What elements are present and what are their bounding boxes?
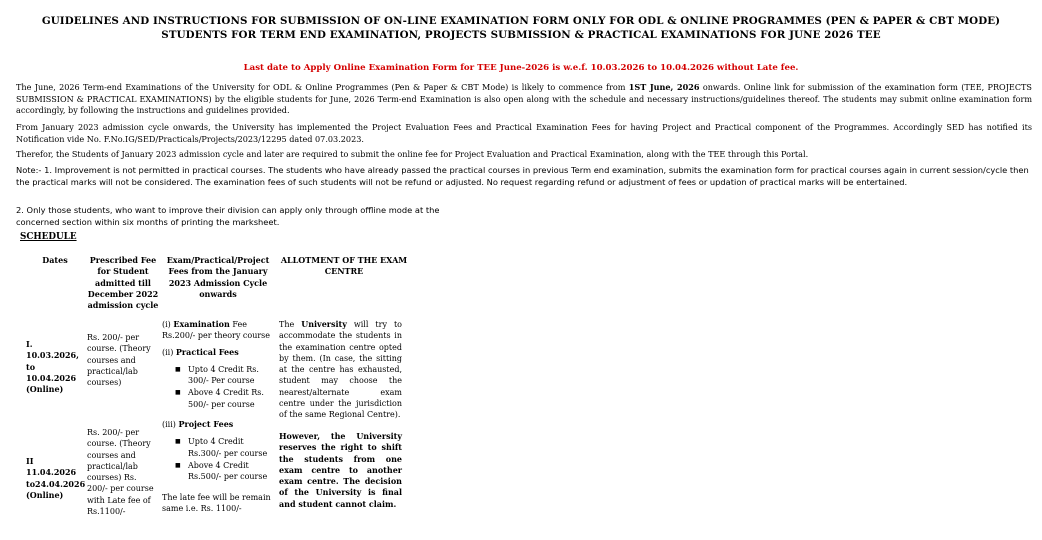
- list-item: ■ Upto 4 Credit Rs.300/- per course: [188, 436, 278, 459]
- list-item: ■ Above 4 Credit Rs. 500/- per course: [188, 387, 278, 410]
- header-allotment: ALLOTMENT OF THE EXAM CENTRE: [280, 255, 408, 277]
- list-item: ■ Above 4 Credit Rs.500/- per course: [188, 460, 278, 483]
- intro-paragraph: [16, 82, 1032, 117]
- allotment-text-2: However, the University reserves the right to shift the students from one exam centre to another exam centre. The decision of the University is final and student cannot claim.: [279, 431, 402, 509]
- header-fee-old: Prescribed Fee for Student admitted till December 2022 admission cycle: [87, 255, 159, 311]
- late-fee-note: The late fee will be remain same i.e. Rs. 1100/-: [162, 492, 271, 513]
- practical-fees-heading: (ii) Practical Fees: [162, 346, 239, 357]
- schedule-heading: SCHEDULE: [20, 232, 77, 242]
- intro-text-a: The June, 2026 Term-end Examinations of the University for ODL & Online Programmes (Pen & Paper & CBT Mode) is likely to commence from: [16, 82, 629, 92]
- note-division-improvement: 2. Only those students, who want to improve their division can apply only through offline mode at the concerned section within six months of printing the marksheet.: [16, 205, 440, 227]
- commence-date: 1ST June, 2026: [628, 82, 700, 92]
- row1-fee-old: Rs. 200/- per course. (Theory courses and practical/lab courses): [87, 333, 151, 388]
- header-fee-new: Exam/Practical/Project Fees from the January 2023 Admission Cycle onwards: [166, 255, 270, 299]
- note-improvement-practical: Note:- 1. Improvement is not permitted in practical courses. The students who have already passed the practical courses in previous Term end examination, submits the examination form for practical courses again in current session/cycle then the practical marks will not be considered. The examination fees of such students will not be refund or adjusted. No request regarding refund or adjustment of fees or updation of practical marks will be entertained.: [16, 165, 1029, 187]
- new-fees-column: [162, 319, 278, 514]
- row2-date: II 11.04.2026 to24.04.2026 (Online): [26, 456, 86, 500]
- project-fees-list: [162, 436, 278, 482]
- page-title: GUIDELINES AND INSTRUCTIONS FOR SUBMISSION OF ON-LINE EXAMINATION FORM ONLY FOR ODL & ONLINE PROGRAMMES (PEN & PAPER & CBT MODE) STUDENTS FOR TERM END EXAMINATION, PROJECTS SUBMISSION & PRACTICAL EXAMINATIONS FOR JUNE 2026 TEE: [41, 15, 1001, 41]
- fees-implementation-paragraph: From January 2023 admission cycle onwards, the University has implemented the Project Evaluation Fees and Practical Examination Fees for having Project and Practical component of the Programmes. Accordingly SED has notified its Notification vide No. F.No.IG/SED/Practicals/Projects/2023/12295 dated 07.03.2023.: [16, 122, 1032, 144]
- intro-text-b: onwards. Online link for submission of the examination form (TEE, PROJECTS SUBMISSION & PRACTICAL EXAMINATIONS) by the eligible students for June, 2026 Term-end Examination is also open along with the schedule and necessary instructions/guidelines thereof. The students may submit online examination form accordingly, by following the instructions and guidelines provided.: [16, 82, 1032, 115]
- practical-fees-list: [162, 364, 278, 410]
- row1-date: I. 10.03.2026, to 10.04.2026 (Online): [26, 339, 79, 395]
- project-fees-heading: (iii) Project Fees: [162, 419, 234, 430]
- last-date-notice: Last date to Apply Online Examination Form for TEE June-2026 is w.e.f. 10.03.2026 to 10.04.2026 without Late fee.: [243, 63, 799, 73]
- list-item: ■ Upto 4 Credit Rs. 300/- Per course: [188, 364, 278, 387]
- exam-fee: (i) Examination Fee Rs.200/- per theory course: [162, 319, 271, 341]
- allotment-text-1: The University will try to accommodate the students in the examination centre opted by them. (In case, the sitting at the centre has exhausted, student may choose the nearest/alternate exam centre under the jurisdiction of the same Regional Centre).: [279, 319, 402, 420]
- fee-requirement-paragraph: Therefor, the Students of January 2023 admission cycle and later are required to submit the online fee for Project Evaluation and Practical Examination, along with the TEE through this Portal.: [16, 149, 809, 159]
- row2-fee-old: Rs. 200/- per course. (Theory courses and practical/lab courses) Rs. 200/- per course with Late fee of Rs.1100/-: [87, 428, 154, 517]
- header-dates: Dates: [42, 255, 68, 265]
